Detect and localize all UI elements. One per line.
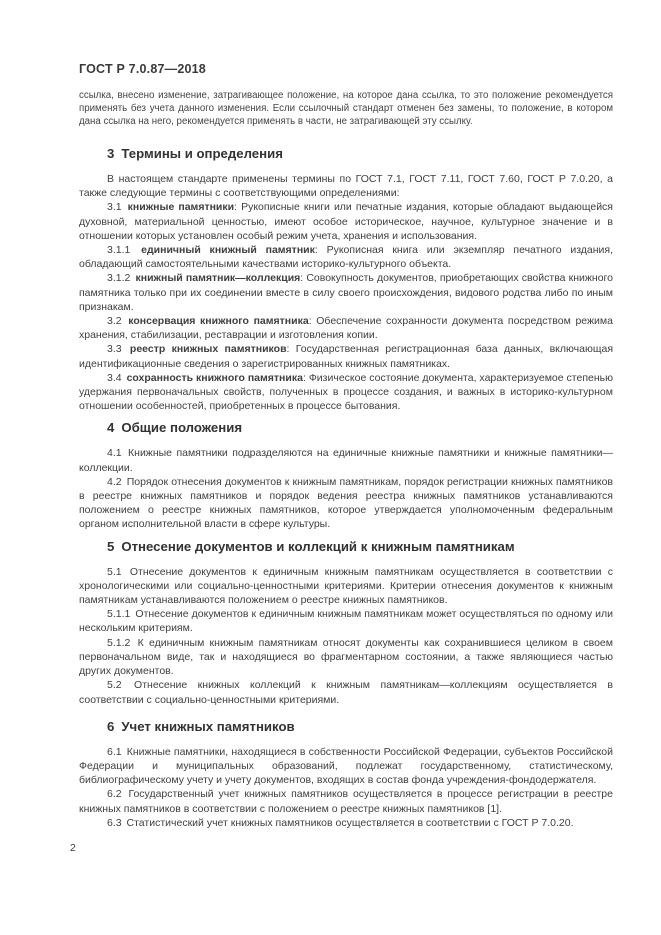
clause-text: Отнесение книжных коллекций к книжным памятникам—коллекциям осуществляется в соответствии с социально-ценностными критериями. [79,679,613,706]
term-paragraph-3-2 [79,314,613,342]
clause-text: Книжные памятники, находящиеся в собственности Российской Федерации, субъектов Российской Федерации и муниципальных образований, подлежат государственному, статистическому, библиографическому учету и учету документов, входящих в состав фонда учреждения-фондодержателя. [79,745,613,787]
section-title: Общие положения [121,420,243,436]
clause-number: 3.4 [107,371,122,384]
clause-text: Книжные памятники подразделяются на единичные книжные памятники и книжные памятники—коллекции. [79,447,613,474]
section-number: 5 [107,538,115,554]
clause-number: 5.1.2 [107,636,131,649]
clause-number: 6.1 [107,745,122,758]
term-definition: : Государственная регистрационная база данных, включающая идентификационные сведения о зарегистрированных книжных памятниках. [79,343,614,370]
clause-number: 6.3 [107,816,122,829]
section-title: Отнесение документов и коллекций к книжным памятникам [121,538,515,554]
continuation-note: ссылка, внесено изменение, затрагивающее положение, на которое дана ссылка, то это положение рекомендуется применять без учета данного изменения. Если ссылочный стандарт отменен без замены, то положение, в котором дана ссылка на него, рекомендуется применять в части, не затрагивающей эту ссылку. [79,90,613,127]
section-title: Термины и определения [121,146,283,161]
clause-number: 5.1.1 [107,608,131,621]
clause-number: 3.3 [107,343,122,356]
term-name: консервация книжного памятника [128,315,309,328]
term-definition: : Рукописная книга или экземпляр печатного издания, обладающий самостоятельными качествами историко-культурного объекта. [79,244,614,271]
clause-number: 3.1.2 [107,272,131,285]
clause-text: Статистический учет книжных памятников осуществляется в соответствии с ГОСТ Р 7.0.20. [126,816,574,829]
term-definition: : Совокупность документов, приобретающих свойства книжного памятника только при их соединении вместе в силу своего происхождения, видового родства либо по иным признакам. [79,272,613,313]
term-paragraph-3-3 [79,342,613,370]
term-paragraph-3-1 [79,200,613,243]
section-number: 4 [107,420,115,436]
clause-paragraph-4-1 [79,446,613,474]
term-definition: : Рукописные книги или печатные издания, которые обладают выдающейся духовной, материальной ценностью, имеют особое историческое, научное, культурное значение и в отношении которых установлен особый режим учета, хранения и использования. [79,201,613,242]
clause-paragraph-5-1-1 [79,607,613,635]
clause-number: 3.1.1 [107,244,131,257]
section-number: 6 [107,718,115,734]
term-name: книжные памятники [127,201,235,214]
clause-number: 5.2 [107,679,122,692]
term-paragraph-3-1-1 [79,243,613,271]
section-number: 3 [107,146,115,161]
term-definition: : Обеспечение сохранности документа посредством режима хранения, стабилизации, реставрации и изготовления копии. [79,315,613,342]
clause-number: 5.1 [107,565,122,578]
section-4-heading [79,420,613,436]
clause-paragraph-5-1 [79,565,613,608]
term-name: сохранность книжного памятника [126,371,303,384]
clause-paragraph-5-2 [79,678,613,706]
term-name: книжный памятник—коллекция [135,272,301,285]
clause-paragraph-5-1-2 [79,636,613,679]
term-paragraph-3-1-2 [79,271,613,314]
clause-text: Отнесение документов к единичным книжным памятникам может осуществляться по одному или нескольким критериям. [79,608,613,635]
clause-number: 6.2 [107,788,122,801]
clause-text: К единичным книжным памятникам относят документы как сохранившиеся целиком в своем первоначальном виде, так и находящиеся во фрагментарном состоянии, а также являющиеся частью других документов. [79,636,613,678]
page-content [79,62,613,830]
section-3-heading [79,146,613,162]
term-definition: : Физическое состояние документа, характеризуемое степенью удержания первоначальных свойств, полученных в процессе создания, и важных в историко-культурном отношении особенностей, приобретенных в процессе бытования. [79,371,613,413]
clause-paragraph-6-1 [79,745,613,788]
term-name: единичный книжный памятник [141,244,315,257]
clause-number: 3.1 [107,201,122,214]
running-header: ГОСТ Р 7.0.87—2018 [79,62,206,76]
clause-text: Государственный учет книжных памятников осуществляется в процессе регистрации в реестре книжных памятников в соответствии с положением о реестре книжных памятников [1]. [79,788,613,815]
clause-number: 4.2 [107,475,122,488]
page-number: 2 [70,842,76,854]
clause-paragraph-6-2 [79,787,613,815]
section-6-heading [79,719,613,735]
section-5-heading [79,539,613,555]
section-3-intro: В настоящем стандарте применены термины по ГОСТ 7.1, ГОСТ 7.11, ГОСТ 7.60, ГОСТ Р 7.0.20, а также следующие термины с соответствующими определениями: [79,173,613,200]
clause-number: 4.1 [107,447,122,460]
term-paragraph-3-4 [79,371,613,414]
term-name: реестр книжных памятников [129,343,287,356]
clause-number: 3.2 [107,315,122,328]
clause-text: Отнесение документов к единичным книжным памятникам осуществляется в соответствии с хронологическими или социально-ценностными критериями. Критерии отнесения документов к книжным памятникам устанавливаются положением о реестре книжных памятников. [79,565,613,607]
clause-text: Порядок отнесения документов к книжным памятникам, порядок регистрации книжных памятников в реестре книжных памятников и порядок ведения реестра книжных памятников устанавливаются положением о реестре книжных памятников, которое утверждается уполномоченным федеральным органом исполнительной власти в сфере культуры. [79,475,613,531]
clause-paragraph-6-3 [79,816,613,830]
clause-paragraph-4-2 [79,475,613,532]
section-title: Учет книжных памятников [121,718,295,734]
